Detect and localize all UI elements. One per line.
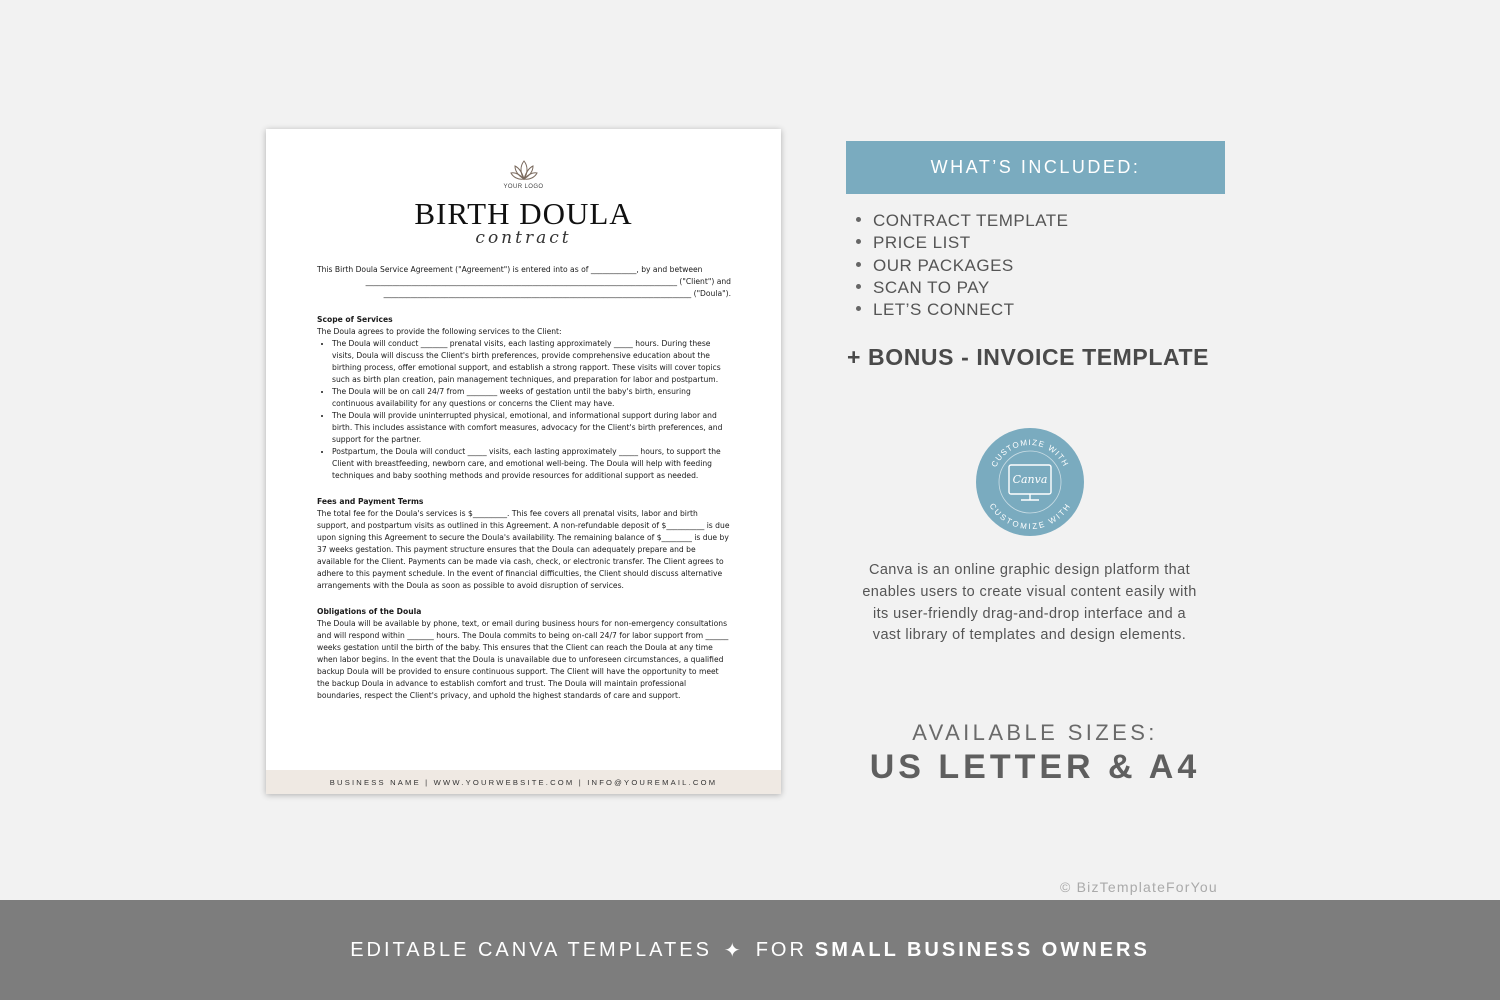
included-item-label: SCAN TO PAY [873, 277, 990, 297]
sizes-value: US LETTER & A4 [869, 748, 1201, 786]
scope-list [317, 338, 731, 482]
logo [266, 159, 781, 190]
included-banner: WHAT’S INCLUDED: [846, 141, 1225, 194]
canva-badge-graphic [976, 428, 1084, 536]
sizes-label: AVAILABLE SIZES: [912, 720, 1158, 745]
canva-logo-text: Canva [1012, 473, 1048, 486]
badge-ring-bottom: CUSTOMIZE WITH [987, 501, 1073, 531]
bullet-icon [856, 217, 861, 222]
included-item [856, 255, 1069, 277]
copyright-text: © BizTemplateForYou [1060, 879, 1218, 895]
intro-line-1: This Birth Doula Service Agreement ("Agreement") is entered into as of ____________, by and between [317, 265, 703, 274]
included-item-label: LET’S CONNECT [873, 300, 1015, 320]
scope-item: • Postpartum, the Doula will conduct _____ visits, each lasting approximately _____ hours, to support the Client with breastfeeding, newborn care, and emotional well-being. The Doula will help with feeding techniques and baby soothing methods and provide resources for additional support as needed. [332, 446, 731, 482]
logo-text: YOUR LOGO [503, 184, 544, 190]
bullet-icon [856, 306, 861, 311]
intro-line-3: _________________________________________________________________________________ ("Doula"). [383, 289, 731, 298]
banner-text-editable: EDITABLE CANVA TEMPLATES [350, 938, 712, 961]
obligations-text: The Doula will be available by phone, text, or email during business hours for non-emergency consultations and will respond within _______ hours. The Doula commits to being on-call 24/7 for labor support from ______ weeks gestation until the birth of the baby. This ensures that the Client can reach the Doula at any time when labor begins. In the event that the Doula is unavailable due to unforeseen circumstances, a qualified backup Doula will be provided to ensure continuous support. The Client will have the opportunity to meet the backup Doula in advance to establish comfort and trust. The Doula will maintain professional boundaries, respect the Client's privacy, and uphold the highest standards of care and support. [317, 619, 729, 700]
banner-text-for: FOR [755, 938, 807, 961]
included-item [856, 210, 1069, 232]
fees-text: The total fee for the Doula's services is $_________. This fee covers all prenatal visits, labor and birth support, and postpartum visits as outlined in this Agreement. A non-refundable deposit of $__________ is due upon signing this Agreement to secure the Doula's availability. The remaining balance of $________ is due by 37 weeks gestation. This payment structure ensures that the Doula can adequately prepare and be available for the Client. Payments can be made via cash, check, or electronic transfer. The Client agrees to adhere to this payment schedule. In the event of financial difficulties, the Client should discuss alternative arrangements with the Doula as soon as possible to avoid disruption of services. [317, 509, 730, 590]
included-item [856, 277, 1069, 299]
included-item-label: CONTRACT TEMPLATE [873, 211, 1069, 230]
included-list [856, 210, 1069, 321]
bullet-icon [856, 239, 861, 244]
bullet-icon [856, 284, 861, 289]
bottom-banner [0, 900, 1500, 1000]
scope-item: • The Doula will be on call 24/7 from ________ weeks of gestation until the baby's birth, ensuring continuous availability for any questions or concerns the Client may have. [332, 386, 731, 410]
scope-item: • The Doula will conduct _______ prenatal visits, each lasting approximately _____ hours. During these visits, Doula will discuss the Client's birth preferences, provide comprehensive education about the birthing process, offer emotional support, and establish a strong rapport. These visits will cover topics such as birth plan creation, pain management techniques, and preparation for labor and postpartum. [332, 338, 731, 386]
contract-document [266, 129, 781, 794]
banner-text-audience: SMALL BUSINESS OWNERS [814, 938, 1150, 961]
bonus-text: + BONUS - INVOICE TEMPLATE [847, 344, 1210, 370]
lotus-icon [510, 159, 538, 183]
scope-lead: The Doula agrees to provide the following services to the Client: [317, 327, 562, 336]
scope-heading: Scope of Services [317, 315, 393, 324]
included-item [856, 299, 1069, 321]
intro-line-2: __________________________________________________________________________________ ("Client") and [365, 277, 731, 286]
sparkle-icon: ✦ [723, 939, 744, 962]
fees-heading: Fees and Payment Terms [317, 497, 424, 506]
included-item-label: PRICE LIST [873, 233, 971, 253]
badge-ring-top: CUSTOMIZE WITH [989, 437, 1071, 469]
document-subtitle: contract [475, 228, 572, 248]
document-footer: BUSINESS NAME | WWW.YOURWEBSITE.COM | INFO@YOUREMAIL.COM [266, 770, 781, 794]
obligations-heading: Obligations of the Doula [317, 607, 422, 616]
included-item-label: OUR PACKAGES [873, 255, 1014, 275]
contract-body [317, 264, 731, 702]
scope-item: • The Doula will provide uninterrupted physical, emotional, and informational support during labor and birth. This includes assistance with comfort measures, advocacy for the Client's birth preferences, and support for the partner. [332, 410, 731, 446]
bullet-icon [856, 262, 861, 267]
document-title: BIRTH DOULA [414, 196, 633, 231]
included-item [856, 232, 1069, 254]
canva-badge [976, 428, 1084, 536]
canva-description: Canva is an online graphic design platform that enables users to create visual content easily with its user-friendly drag-and-drop interface and a vast library of templates and design elements. [862, 562, 1197, 644]
